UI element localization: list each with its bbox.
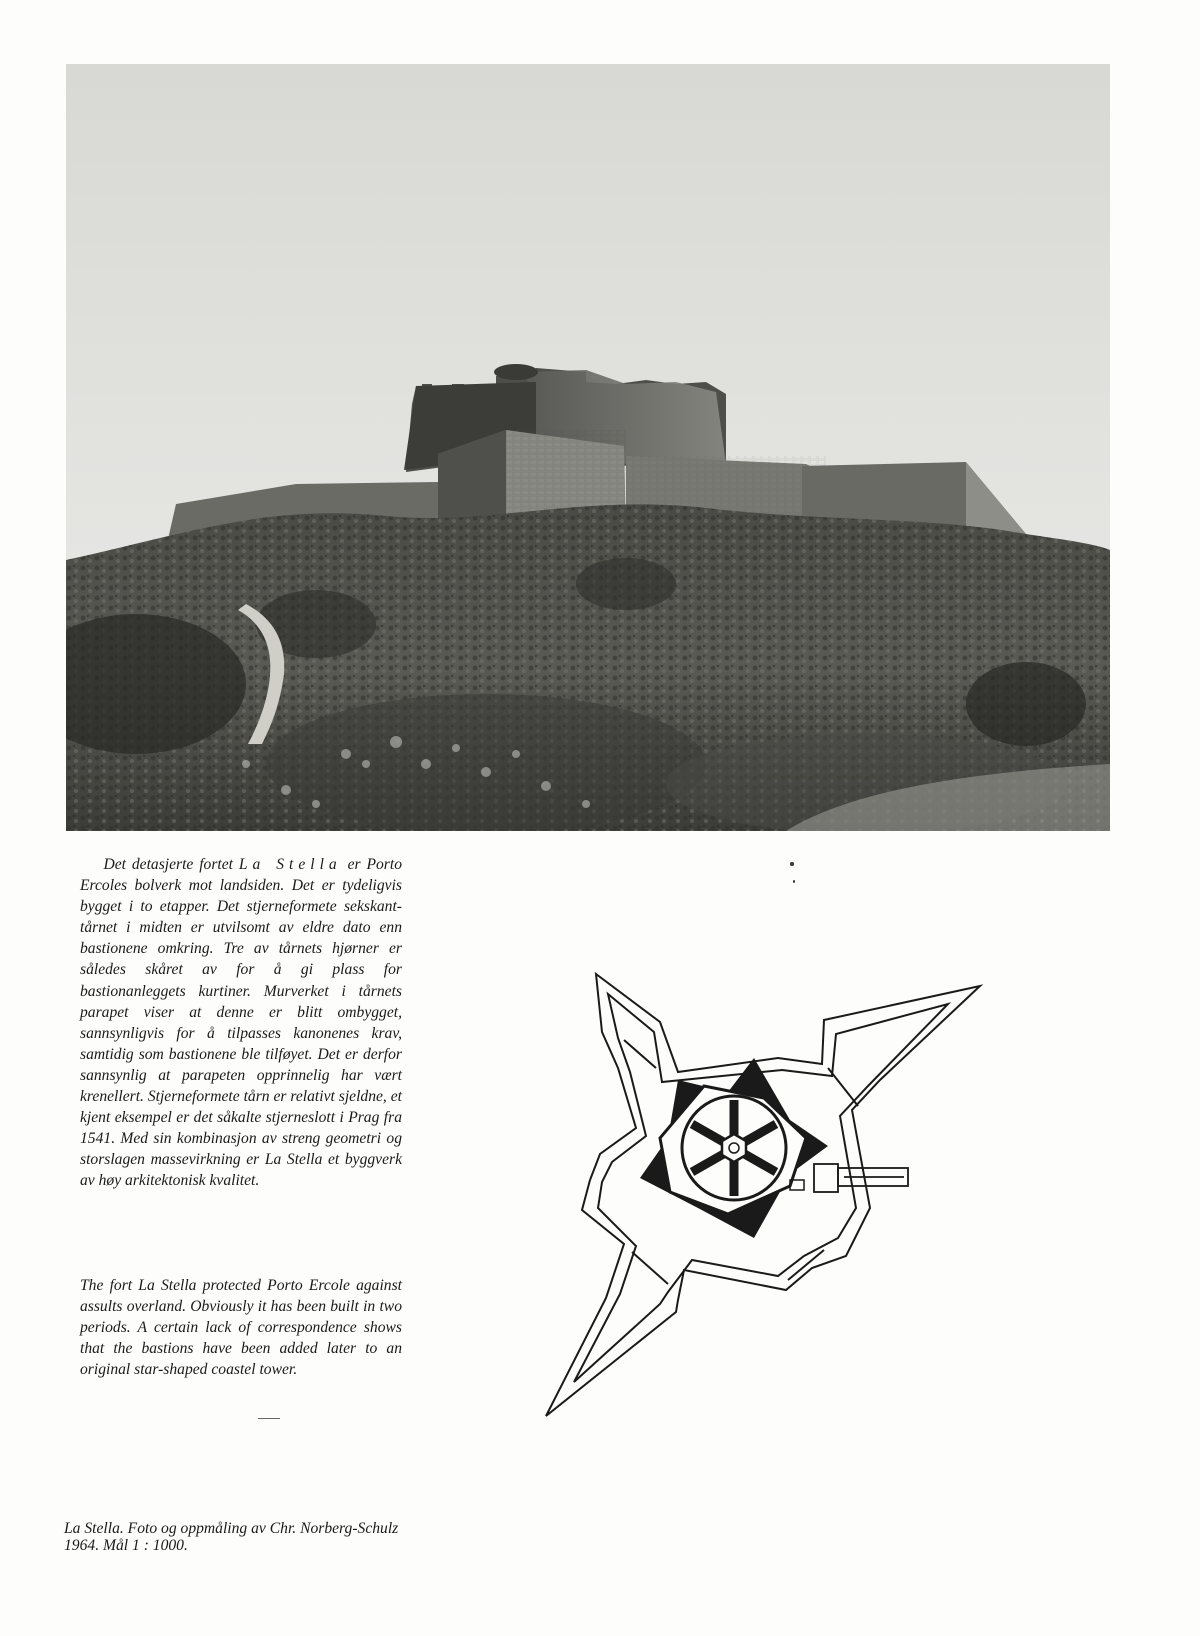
description-norwegian — [80, 854, 402, 1192]
print-dot — [790, 862, 794, 866]
figure-caption: La Stella. Foto og oppmåling av Chr. Norberg-Schulz 1964. Mål 1 : 1000. — [64, 1520, 399, 1554]
fort-plan-drawing — [528, 968, 988, 1418]
fort-photograph — [66, 64, 1110, 831]
norwegian-body: Porto Ercoles bolverk mot landsiden. Det er tydeligvis bygget i to etapper. Det stjerneformete sekskant-tårnet i midten er utvilsomt av eldre dato enn bastionene omkring. Tre av tårnets hjørner er således skåret av for å gi plass for bastionanleggets kurtiner. Murverket i tårnets parapet viser at denne er blitt ombygget, sannsynligvis for å tilpasses kanonenes krav, samtidig som bastionene ble tilføyet. Det er derfor sannsynlig at parapeten opprinnelig har vært krenellert. Stjerneformete tårn er relativt sjeldne, et kjent eksempel er det såkalte stjerneslott i Prag fra 1541. Med sin kombinasjon av streng geometri og storslagen massevirkning er La Stella et byggverk av høy arkitektonisk kvalitet. — [80, 856, 402, 1190]
fort-name-spaced: La Stella — [238, 856, 342, 873]
description-english: The fort La Stella protected Porto Ercole against assults overland. Obviously it has been built in two periods. A certain lack of correspondence shows that the bastions have been added later to an original star-shaped coastel tower. — [80, 1277, 402, 1379]
norwegian-lead-end: er — [341, 856, 361, 873]
print-dot — [258, 1418, 280, 1419]
print-dot — [793, 880, 795, 883]
norwegian-lead: Det detasjerte fortet — [103, 856, 239, 873]
